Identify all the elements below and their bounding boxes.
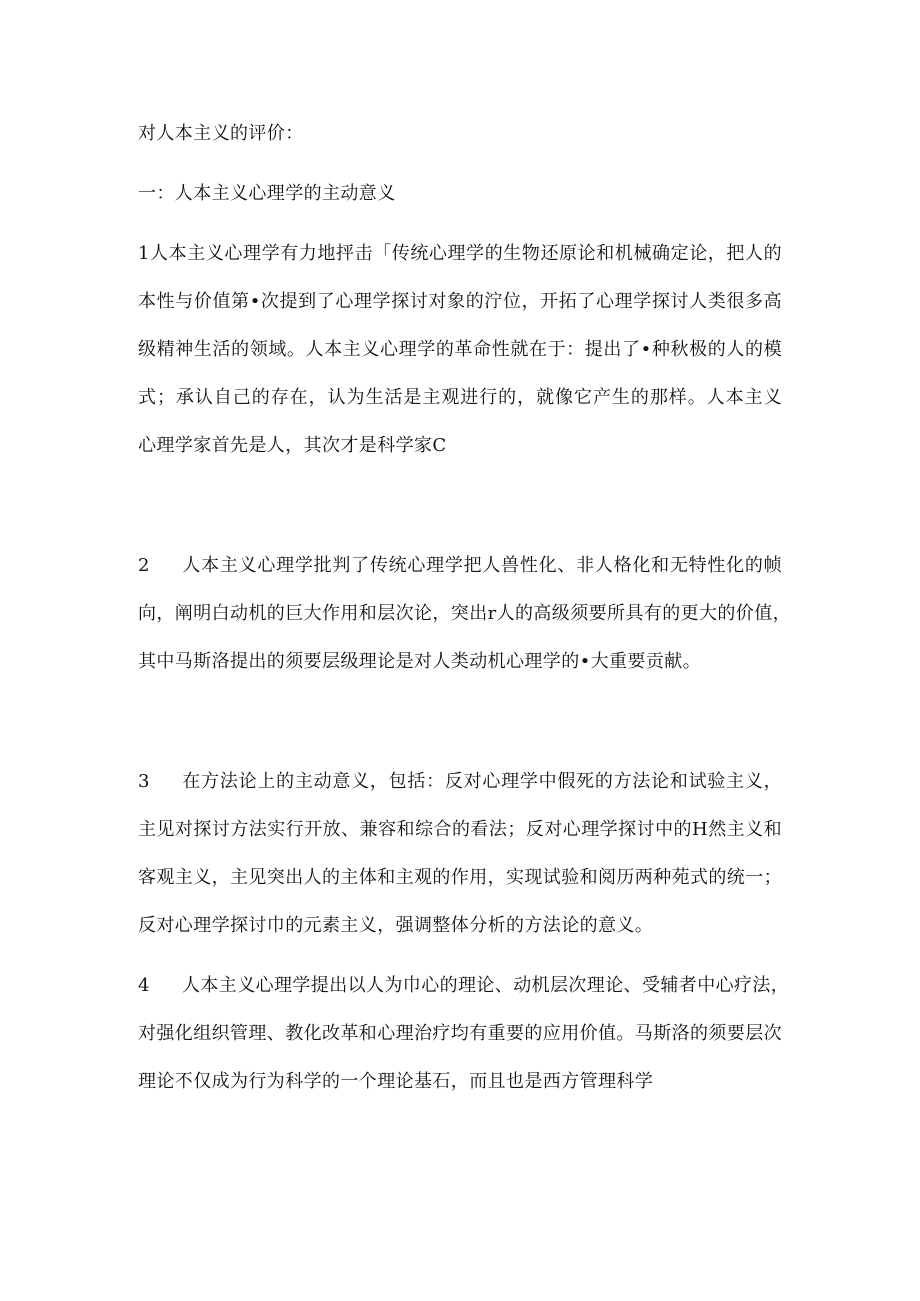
- paragraph-1-line-4: 式；承认自己的存在，认为生活是主观进行的，就像它产生的那样。人本主义: [138, 387, 782, 408]
- paragraph-4-line-1: 4 人本主义心理学提出以人为巾心的理论、动机层次理论、受辅者中心疗法，: [138, 975, 790, 996]
- paragraph-2-line-1: 2 人本主义心理学批判了传统心理学把人兽性化、非人格化和无特性化的帧: [138, 555, 782, 576]
- paragraph-1-line-1: 1人本主义心理学有力地抨击「传统心理学的生物还原论和机械确定论，把人的: [138, 243, 782, 264]
- paragraph-3-line-1: 3 在方法论上的主动意义，包括：反对心理学中假死的方法论和试验主义，: [138, 771, 782, 792]
- paragraph-2-line-2: 向，阐明白动机的巨大作用和层次论，突出r人的高级须要所具有的更大的价值，: [138, 603, 792, 624]
- paragraph-1-line-5: 心理学家首先是人，其次才是科学家C: [138, 435, 447, 456]
- paragraph-3-line-4: 反对心理学探讨巾的元素主义，强调整体分析的方法论的意义。: [138, 915, 654, 936]
- paragraph-1-number: 1: [138, 243, 150, 264]
- paragraph-2-line-3: 其中马斯洛提出的须要层级理论是对人类动机心理学的•大重要贡献。: [138, 651, 702, 672]
- paragraph-3-number: 3: [138, 771, 150, 792]
- paragraph-2-number: 2: [138, 555, 150, 576]
- paragraph-4-line-3: 理论不仅成为行为科学的一个理论基石，而且也是西方管理科学: [138, 1071, 654, 1092]
- document-title: 对人本主义的评价：: [138, 123, 304, 144]
- paragraph-1-line-3: 级精神生活的领域。人本主义心理学的革命性就在于：提出了•种秋极的人的模: [138, 339, 782, 360]
- paragraph-1-line-2: 本性与价值第•次提到了心理学探讨对象的泞位，开拓了心理学探讨人类很多高: [138, 291, 782, 312]
- paragraph-4-line-2: 对强化组织管理、教化改革和心理治疗均有重要的应用价值。马斯洛的须要层次: [138, 1023, 782, 1044]
- paragraph-3-line-3: 客观主义，主见突出人的主体和主观的作用，实现试验和阅历两种苑式的统一；: [138, 867, 782, 888]
- paragraph-4-number: 4: [138, 975, 150, 996]
- paragraph-3-line-2: 主见对探讨方法实行开放、兼容和综合的看法；反对心理学探讨中的H然主义和: [138, 819, 782, 840]
- section-heading: 一：人本主义心理学的主动意义: [138, 183, 396, 204]
